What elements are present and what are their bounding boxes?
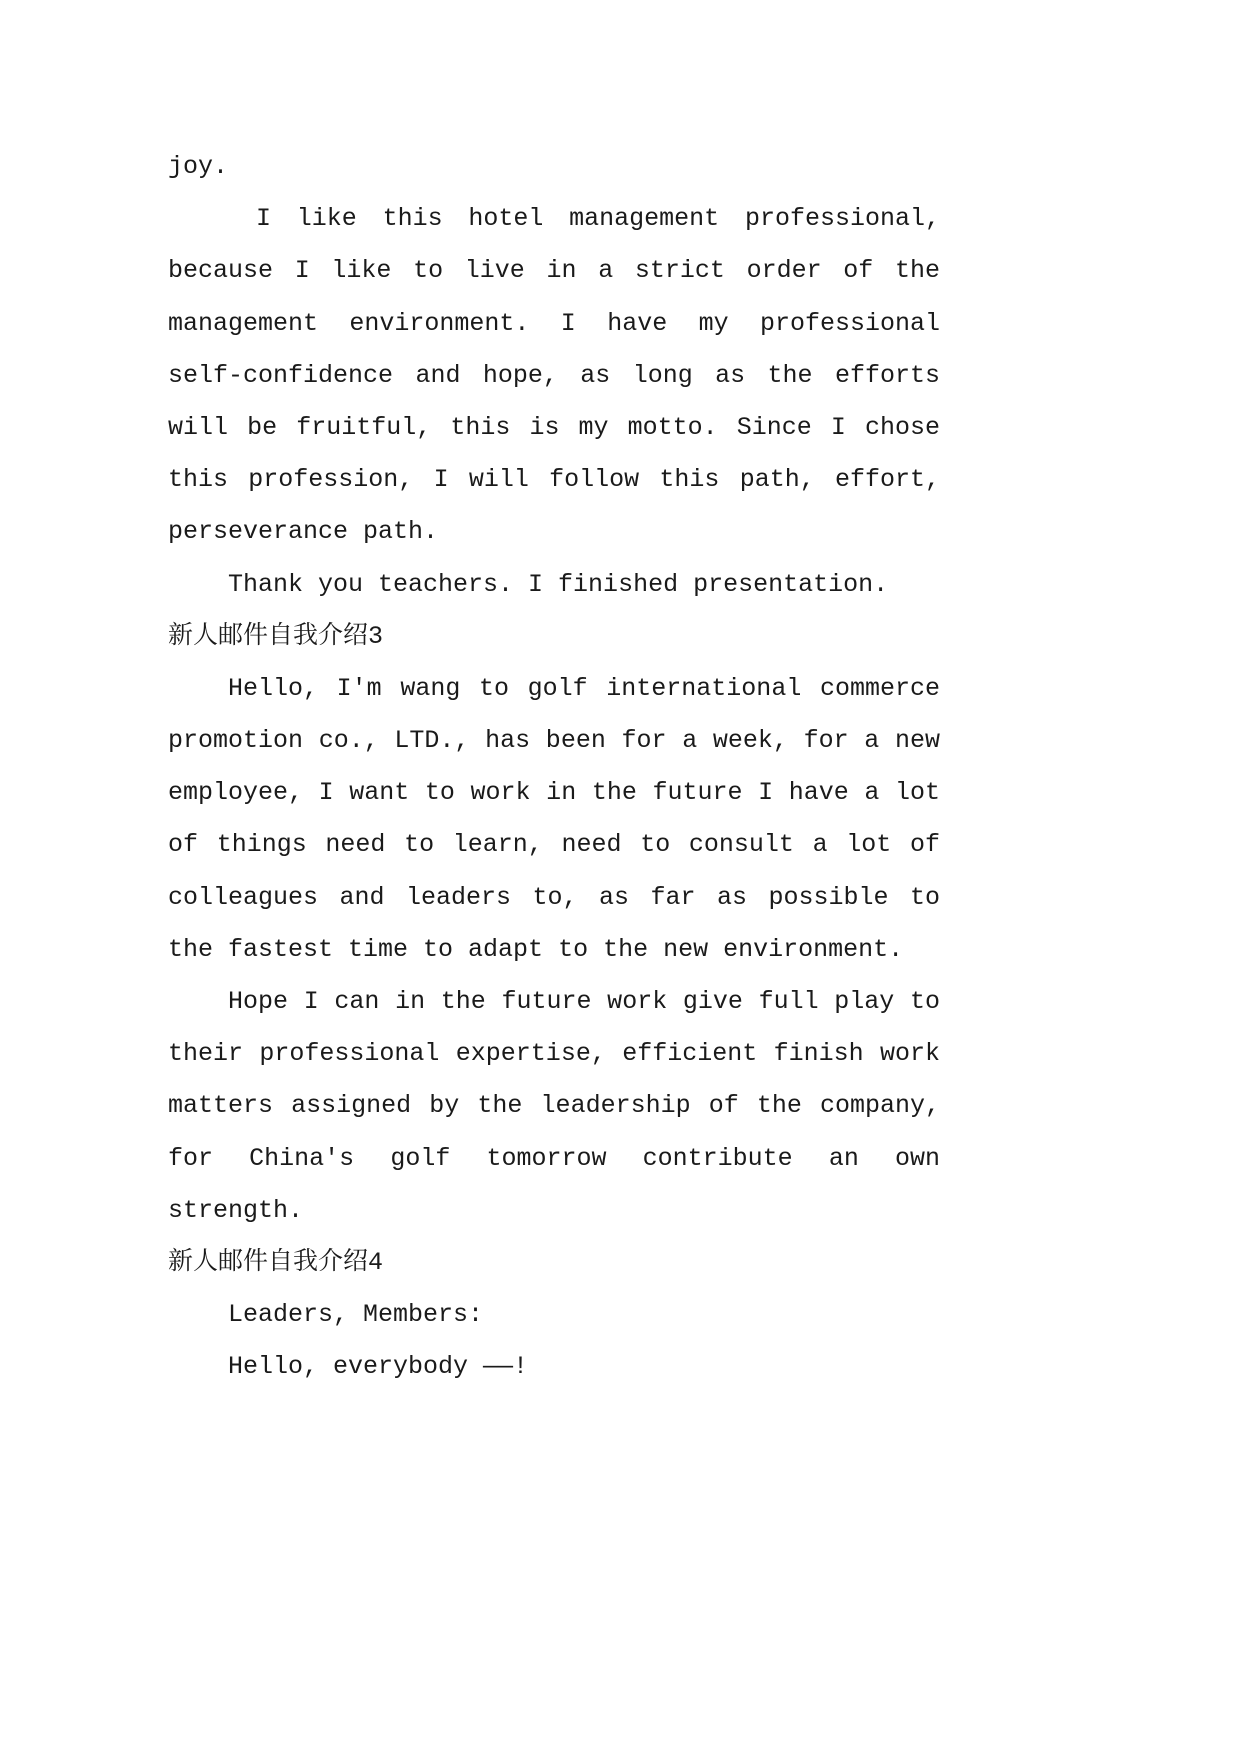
text-line: strength. xyxy=(168,1195,304,1225)
text-line: will be fruitful, this is my motto. Since I chose xyxy=(168,412,940,442)
text-line: joy. xyxy=(168,152,229,181)
text-line: I like this hotel management professional, xyxy=(256,204,940,234)
section-heading: 新人邮件自我介绍3 xyxy=(168,621,384,651)
text-line: Thank you teachers. I finished presentation. xyxy=(228,569,889,599)
section-heading: 新人邮件自我介绍4 xyxy=(168,1247,384,1277)
text-line: of things need to learn, need to consult a lot of xyxy=(168,830,940,860)
text-line: their professional expertise, efficient finish work xyxy=(168,1039,940,1069)
text-line: matters assigned by the leadership of the company, xyxy=(168,1091,940,1121)
text-line: promotion co., LTD., has been for a week, for a new xyxy=(168,726,940,756)
text-line: colleagues and leaders to, as far as possible to xyxy=(168,882,940,912)
text-line: because I like to live in a strict order of the xyxy=(168,256,940,286)
document-page xyxy=(168,144,940,1397)
text-line: for China's golf tomorrow contribute an own xyxy=(168,1143,940,1173)
text-line: the fastest time to adapt to the new environment. xyxy=(168,934,904,964)
text-line: self-confidence and hope, as long as the efforts xyxy=(168,360,940,390)
text-line: Hello, everybody ——! xyxy=(228,1352,529,1382)
text-line: Hello, I'm wang to golf international commerce xyxy=(228,673,940,703)
text-line: this profession, I will follow this path, effort, xyxy=(168,465,940,495)
text-line: perseverance path. xyxy=(168,517,439,547)
text-line: Hope I can in the future work give full play to xyxy=(228,987,940,1016)
text-line: Leaders, Members: xyxy=(228,1300,484,1330)
text-line: employee, I want to work in the future I have a lot xyxy=(168,778,940,808)
text-line: management environment. I have my professional xyxy=(168,308,940,338)
